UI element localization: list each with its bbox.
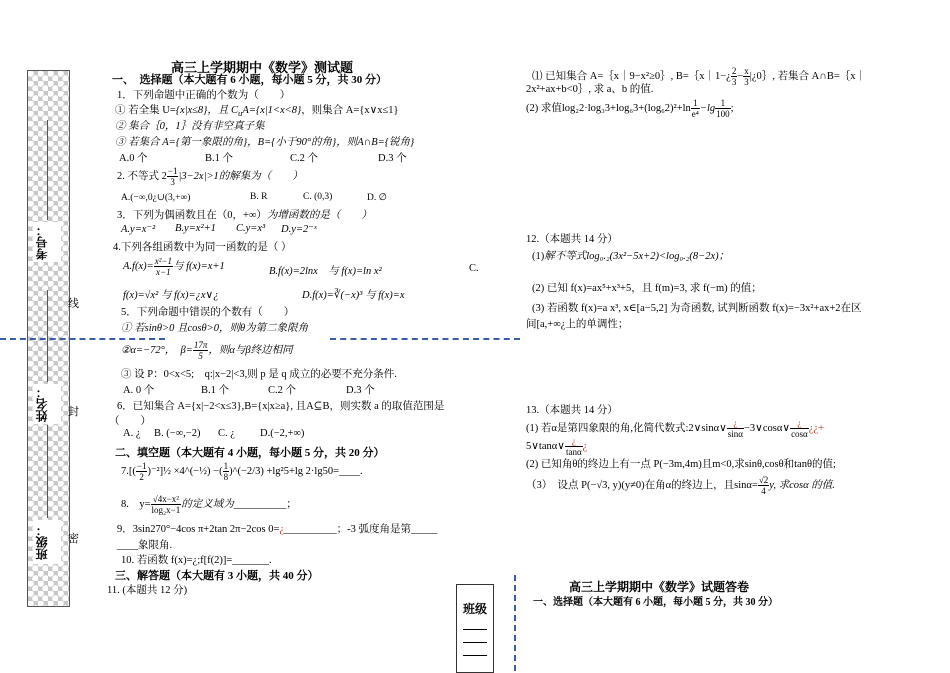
q1-option-a: A.0 个 xyxy=(119,153,148,164)
q4-option-d: D.f(x)=∛(−x)³ 与 f(x)=x xyxy=(302,290,405,301)
q10-expression: 10. 若函数 f(x)=¿;f[f(2)]=_______. xyxy=(121,555,272,566)
q12-part-3: (3) 若函数 f(x)=a x³, x∈[a−5,2] 为奇函数, 试判断函数 f(x)=−3x²+ax+2在区 xyxy=(532,303,862,314)
q5-stem: 5．下列命题中错误的个数有（ ） xyxy=(121,307,295,318)
q4-option-b: B.f(x)=2lnx 与 f(x)=ln x² xyxy=(269,266,382,277)
q5-option-a: A. 0 个 xyxy=(123,385,155,396)
q13-part-1-cont: 5∨tanα∨ $\frac{¿}{\tan\alpha}$ ¿ xyxy=(526,436,588,457)
answer-class-label: 班级 xyxy=(462,602,487,616)
q5-statement-1: ① 若sinθ>0 且cosθ>0，则θ为第二象限角 xyxy=(121,323,309,334)
q12-part-2: (2) 已知 f(x)=ax⁵+x³+5，且 f(m)=3, 求 f(−m) 的值； xyxy=(532,283,762,294)
q3-option-d: D.y=2⁻ˣ xyxy=(281,224,317,235)
section-fill-heading: 二、填空题（本大题有 4 小题，每小题 5 分，共 20 分） xyxy=(115,447,385,459)
seal-char-line: 线 xyxy=(68,298,79,310)
q9-expression: 9．3sin270°−4cos π+2tan 2π−2cos 0=¿__________；-3 弧度角是第_____ xyxy=(117,524,438,535)
seal-char-secret: 密 xyxy=(68,533,79,545)
q1-stem: 1．下列命题中正确的个数为（ ） xyxy=(117,90,291,101)
answer-class-box xyxy=(456,584,494,673)
q2-option-d: D. ∅ xyxy=(367,193,387,203)
q1-option-d: D.3 个 xyxy=(378,153,407,164)
section-solve-heading: 三、解答题（本大题有 3 小题，共 40 分） xyxy=(115,570,319,582)
q5-option-b: B.1 个 xyxy=(201,385,230,396)
q8-expression: 8. y= $\frac{\text{√4x−x²}}{\text{log₂x−1}}$ 的定义域为__________； xyxy=(121,494,297,515)
q6-option-a: A. ¿ xyxy=(123,428,141,439)
q3-option-c: C.y=x³ xyxy=(236,223,266,234)
exam-number-line xyxy=(47,120,48,220)
q6-option-d: D.(−2,+∞) xyxy=(260,428,305,439)
section-choice-heading: 一、 选择题（本大题有 6 小题，每小题 5 分，共 30 分） xyxy=(112,74,387,86)
q6-option-c: C. ¿ xyxy=(218,428,235,439)
q9-continued: ____象限角. xyxy=(117,540,173,551)
q6-paren: （ ） xyxy=(109,416,151,427)
q2-option-b: B. R xyxy=(250,192,268,202)
q6-option-b: B. (−∞,−2) xyxy=(154,428,201,439)
page-title: 高三上学期期中《数学》测试题 xyxy=(171,60,354,75)
q2-stem: 2. 不等式 2 $\frac{-1}{3}$ |3−2x|>1的解集为（ ） xyxy=(117,166,303,187)
q12-part-1: (1)解不等式log₀.₂(3x²−5x+2)<log₀.₂(8−2x)； xyxy=(532,251,730,262)
name-label: 姓名： xyxy=(33,384,61,424)
answer-divider xyxy=(514,575,516,671)
q3-option-a: A.y=x⁻² xyxy=(121,224,156,235)
name-line xyxy=(47,290,48,382)
q4-option-c: f(x)=√x² 与 f(x)=¿x∨¿ xyxy=(123,290,219,301)
q13-part-2: (2) 已知角θ的终边上有一点 P(−3m,4m)且m<0,求sinθ,cosθ和tanθ的值; xyxy=(526,459,836,470)
q11-heading: 11. (本题共 12 分) xyxy=(107,585,188,596)
q5-option-d: D.3 个 xyxy=(346,385,375,396)
q4-option-a: A.f(x)= $\frac{\text{x²−1}}{x-1}$ 与 f(x)=x+1 xyxy=(123,256,225,277)
q1-option-b: B.1 个 xyxy=(205,153,234,164)
q2-option-c: C. (0,3) xyxy=(303,192,333,202)
q6-stem: 6．已知集合 A={x|−2<x≤3},B={x|x≥a}, 且A⊆B，则实数 a 的取值范围是 xyxy=(117,401,445,412)
q5-option-c: C.2 个 xyxy=(268,385,297,396)
q11-part-1-cont: 2x²+ax+b<0｝, 求 a、b 的值. xyxy=(526,84,654,95)
answer-choice-heading: 一、选择题（本大题有 6 小题，每小题 5 分，共 30 分） xyxy=(533,597,778,608)
q12-part-3-cont: 间[a,+∞¿上的单调性； xyxy=(526,319,629,330)
q4-stem: 4.下列各组函数中为同一函数的是（ ） xyxy=(113,242,292,253)
exam-number-label: 考号： xyxy=(33,222,61,262)
seal-char-seal: 封 xyxy=(68,406,79,418)
q1-statement-2: ② 集合｛0，1｝没有非空真子集 xyxy=(115,121,265,132)
q12-heading: 12.（本题共 14 分） xyxy=(526,234,618,245)
q11-part-2: (2) 求值log₂2·log₃3+log₆3+(log₆2)²+ln $\frac{1}{\text{e⁴}}$ −lg $\frac{1}{100}$ ; xyxy=(526,98,734,119)
q1-option-c: C.2 个 xyxy=(290,153,319,164)
class-line xyxy=(47,425,48,518)
fold-dashed-line-2 xyxy=(330,338,520,340)
answer-sheet-title: 高三上学期期中《数学》试题答卷 xyxy=(569,580,750,594)
q1-statement-3: ③ 若集合 A={第一象限的角}，B={小于90°的角}，则A∩B={锐角} xyxy=(115,137,415,148)
q13-part-3: （3） 设点 P(−√3, y)(y≠0)在角α的终边上，且sinα= $\frac{√2}{4}$ y, 求cosα 的值. xyxy=(526,475,835,496)
q7-expression: 7.[( $\frac{-1}{2}$ )⁻²]½ ×4^(−½) −( $\frac{1}{8}$ )^(−2/3) +lg²5+lg 2·lg50=____. xyxy=(121,461,363,482)
q4-option-c-label: C. xyxy=(469,263,479,274)
q3-stem: 3．下列为偶函数且在（0，+∞）为增函数的是（ ） xyxy=(117,210,372,221)
q11-part-1: ⑴ 已知集合 A=｛x｜9−x²≥0｝, B=｛x｜1−¿ $\frac{2}{3}$ − $\frac{x}{3}$ |¿0｝, 若集合 A∩B=｛x｜ xyxy=(532,66,866,87)
q13-part-1: (1) 若α是第四象限的角,化简代数式:2∨sinα∨ $\frac{¿}{\sin\alpha}$ −3∨cosα∨ $\frac{¿}{\cos\alpha}$ ¿¿+ xyxy=(526,418,825,439)
q1-statement-1: ① 若全集 U={x|x≤8}，且 $C_uA=\{x|1<x<8\}$，则集合 A={x∨x≤1} xyxy=(115,105,399,119)
q5-statement-2: ②α=−72°， β= $\frac{17\pi}{5}$ ，则α与β终边相同 xyxy=(121,340,293,361)
q2-option-a: A.(−∞,0¿∪(3,+∞) xyxy=(121,193,191,203)
q13-heading: 13.（本题共 14 分） xyxy=(526,405,618,416)
q5-statement-3: ③ 设 P：0<x<5; q:|x−2|<3,则 p 是 q 成立的必要不充分条件. xyxy=(121,369,397,380)
q3-option-b: B.y=x²+1 xyxy=(175,223,216,234)
class-label: 班级： xyxy=(33,520,61,564)
